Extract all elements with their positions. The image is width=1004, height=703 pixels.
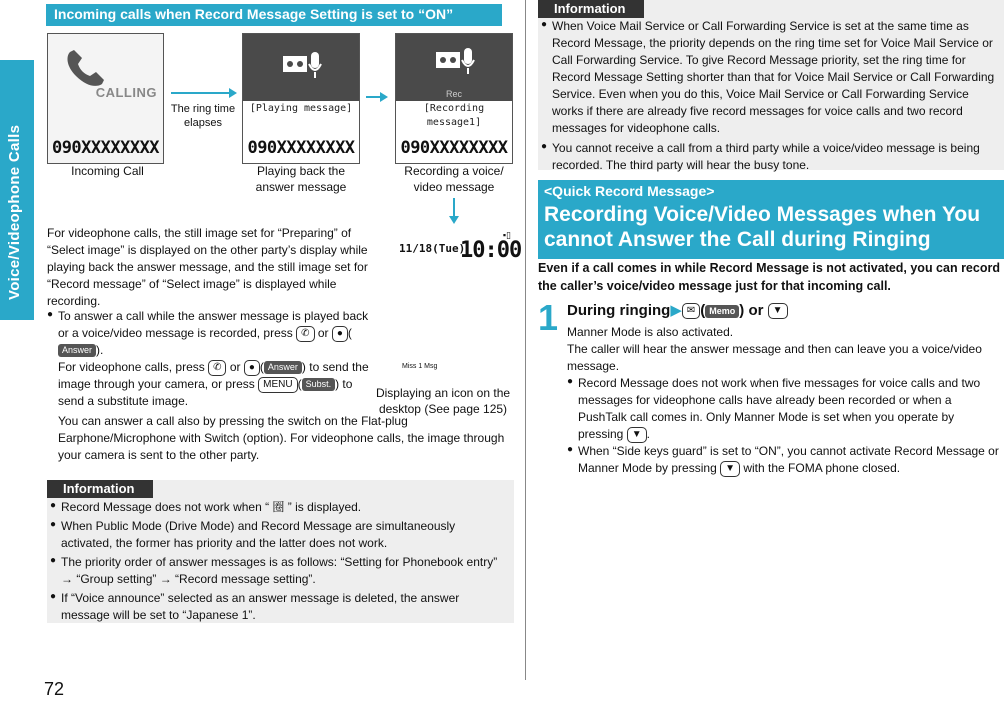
step-number: 1 xyxy=(538,297,559,338)
caller-hears-note: The caller will hear the answer message and then can leave you a voice/video message. xyxy=(567,342,982,374)
desktop-date: 11/18(Tue) xyxy=(399,242,466,255)
info-item: ● When Voice Mail Service or Call Forwarding Service is set at the same time as Record Message, the priority depends on the ring time set for Voice Mail Service or Call Forwarding Service. To give Record Message priority, set the ring time for Record Message Setting shorter than that for Voice Mail Service or Call Forwarding Service. Even when you do this, Voice Mail Service or Call Forwarding Service works if there are already five record messages for voice calls and two record messages for videophone calls. xyxy=(541,18,998,137)
information-title: Information xyxy=(538,0,644,18)
arrow-right-icon: ▶ xyxy=(670,302,682,319)
quick-record-banner xyxy=(538,180,1004,259)
desktop-clock: 10:00 xyxy=(460,238,522,263)
step-heading-text: During ringing xyxy=(567,302,671,319)
answer-call-text: To answer a call while the answer message is played back or a voice/video message is recorded, press xyxy=(58,309,369,341)
side-tab xyxy=(0,60,34,320)
incoming-call-caption: Incoming Call xyxy=(71,164,144,178)
answer-softkey: Answer xyxy=(58,344,96,357)
playing-message-screen xyxy=(242,33,360,164)
arrow-down-icon xyxy=(453,198,455,222)
step-bullet-text: When “Side keys guard” is set to “ON”, you cannot activate Record Message or Manner Mode by pressing xyxy=(578,444,999,476)
quick-record-subtitle: <Quick Record Message> xyxy=(544,183,715,199)
call-key-icon: ✆ xyxy=(296,326,314,342)
substitute-image-text: to send a substitute image. xyxy=(58,377,353,409)
step-details xyxy=(567,324,1002,477)
arrow-right-icon xyxy=(171,92,235,94)
info-item: ● You cannot receive a call from a third party while a voice/video message is being recorded. The third party will hear the busy tone. xyxy=(541,140,998,174)
or-text: or xyxy=(229,360,241,374)
caller-number: 090XXXXXXXX xyxy=(51,137,160,158)
info-item: ● The priority order of answer messages is as follows: “Setting for Phonebook entry” → “Group setting” → “Record message setting”. xyxy=(50,554,508,588)
quick-record-intro: Even if a call comes in while Record Message is not activated, you can record the caller’s voice/video message just for that incoming call. xyxy=(538,261,1000,293)
mail-key-icon: ✉ xyxy=(682,303,700,319)
side-down-key-icon: ▼ xyxy=(768,303,788,319)
answer-softkey: Answer xyxy=(264,361,302,374)
status-icons: ▪▯ xyxy=(502,230,511,240)
rec-label: Rec xyxy=(445,89,462,99)
info-item: ● When Public Mode (Drive Mode) and Record Message are simultaneously activated, the former has priority and the latter does not work. xyxy=(50,518,508,552)
earphone-switch-paragraph: You can answer a call also by pressing the switch on the Flat-plug Earphone/Microphone with Switch (option). For videophone calls, the image through your camera is sent to the other party. xyxy=(58,414,505,463)
page-number: 72 xyxy=(44,679,65,699)
subst-softkey: Subst. xyxy=(302,378,336,391)
or-text: or xyxy=(317,326,329,341)
side-tab-label: Voice/Videophone Calls xyxy=(6,124,23,300)
playing-caption: Playing back the answer message xyxy=(255,164,347,194)
videophone-answer-paragraph: For videophone calls, press ✆ or ● ( Answer ) to send the image through your camera, or press MENU ( Subst. ) to send a substitute image. xyxy=(58,360,369,409)
step-heading: During ringing▶ ✉ ( Memo ) or ▼ xyxy=(567,300,788,321)
recording-message-screen xyxy=(395,33,513,164)
incoming-call-screen xyxy=(47,33,164,164)
answer-machine-icon xyxy=(434,44,478,78)
information-box-right xyxy=(538,0,1004,173)
menu-key-icon: MENU xyxy=(258,377,297,393)
desktop-icon-labels: Miss 1 Msg xyxy=(402,363,438,370)
step-bullet-tail: with the FOMA phone closed. xyxy=(743,461,901,476)
side-down-key-icon: ▼ xyxy=(627,427,647,443)
recording-number: 090XXXXXXXX xyxy=(400,137,508,158)
playing-number: 090XXXXXXXX xyxy=(247,137,355,158)
information-list xyxy=(50,499,508,626)
playing-message-label: [Playing message] xyxy=(249,103,353,114)
column-divider xyxy=(525,0,526,680)
center-key-icon: ● xyxy=(332,326,348,342)
quick-record-title: Recording Voice/Video Messages when You cannot Answer the Call during Ringing xyxy=(544,202,981,251)
recording-caption: Recording a voice/ video message xyxy=(404,164,504,194)
calling-label: CALLING xyxy=(95,85,157,100)
or-text: or xyxy=(748,302,764,319)
arrow-right-icon xyxy=(366,96,386,98)
step-bullet: ● Record Message does not work when five messages for voice calls and two messages for videophone calls have already been recorded or when a PushTalk call comes in. Only Manner Mode is set when you operate by pressing ▼ . xyxy=(567,375,1002,443)
desktop-screen xyxy=(398,227,522,385)
center-key-icon: ● xyxy=(244,360,260,376)
info-item: ● If “Voice announce” selected as an answer message is deleted, the answer message will be set to “Japanese 1”. xyxy=(50,590,508,624)
manner-mode-note: Manner Mode is also activated. xyxy=(567,325,734,339)
step-bullet xyxy=(567,443,1002,477)
ring-time-label: The ring time elapses xyxy=(170,103,236,130)
step-bullet-text: Record Message does not work when five messages for voice calls and two messages for videophone calls have already been recorded or when a PushTalk call comes in. Only Manner Mode is set when you operate by pressing xyxy=(578,376,981,442)
answer-machine-icon xyxy=(281,48,325,82)
memo-softkey: Memo xyxy=(705,305,739,318)
period-text: . xyxy=(100,343,104,358)
desktop-caption: Displaying an icon on the desktop (See page 125) xyxy=(375,386,511,416)
information-list xyxy=(541,18,998,176)
videophone-still-image-paragraph: For videophone calls, the still image set for “Preparing” of “Select image” is displayed on the other party’s display while playing back the answer message, and the still image set for “Record message” of “Select image” is displayed while recording. xyxy=(47,226,368,309)
answer-call-bullet: ● To answer a call while the answer message is played back or a voice/video message is recorded, press ✆ or ● (Answer ). xyxy=(47,308,369,359)
information-box-left xyxy=(47,480,514,623)
info-item: ● Record Message does not work when “ 圈 ” is displayed. xyxy=(50,499,508,516)
recording-message-label: [Recording message1] xyxy=(423,103,485,129)
section-title: Incoming calls when Record Message Setting is set to “ON” xyxy=(46,4,502,26)
information-title: Information xyxy=(47,480,153,498)
side-down-key-icon: ▼ xyxy=(720,461,740,477)
call-key-icon: ✆ xyxy=(208,360,226,376)
videophone-press-text: For videophone calls, press xyxy=(58,360,205,374)
camera-image-text: to send the image through your camera, or press xyxy=(58,360,369,392)
